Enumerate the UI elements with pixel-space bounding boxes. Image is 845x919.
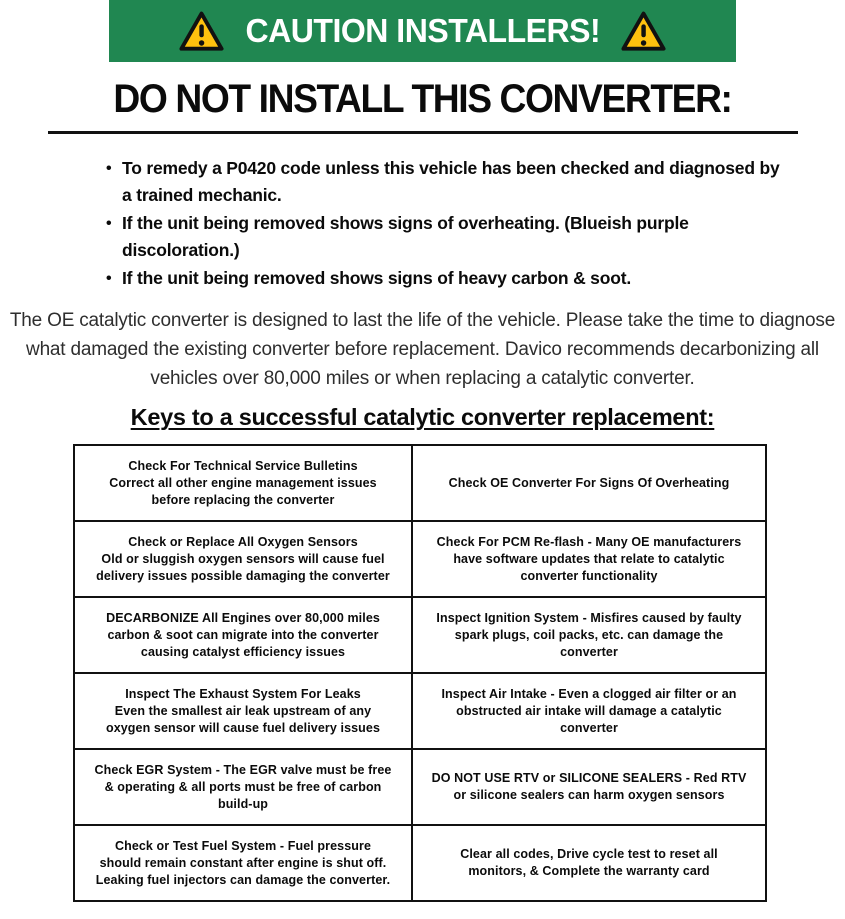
- tip-cell-egr-system: [74, 749, 412, 825]
- warning-item: • If the unit being removed shows signs of overheating. (Blueish purple discoloration.): [122, 210, 787, 265]
- tip-cell-clear-codes: [412, 825, 766, 901]
- keys-heading: Keys to a successful catalytic converter replacement:: [130, 404, 715, 431]
- tip-cell-fuel-system: [74, 825, 412, 901]
- table-row: [74, 521, 766, 597]
- divider-line: [48, 131, 798, 134]
- cell-line: DO NOT USE RTV or SILICONE SEALERS - Red RTV or silicone sealers can harm oxygen sensors: [431, 771, 747, 803]
- cell-line: Correct all other engine management issues before replacing the converter: [109, 475, 377, 507]
- tips-table: [73, 444, 767, 902]
- warning-triangle-icon: [620, 10, 667, 53]
- tip-cell-rtv-sealers: [412, 749, 766, 825]
- page-title: DO NOT INSTALL THIS CONVERTER:: [113, 77, 732, 121]
- table-row: [74, 673, 766, 749]
- table-row: [74, 825, 766, 901]
- cell-line: Even the smallest air leak upstream of any oxygen sensor will cause fuel delivery issues: [105, 703, 381, 735]
- cell-line: DECARBONIZE All Engines over 80,000 miles carbon & soot can migrate into the converter causing catalyst efficiency issues: [106, 610, 380, 659]
- cell-line: Check or Test Fuel System - Fuel pressure should remain constant after engine is shut off. Leaking fuel injectors can damage the converter.: [95, 838, 391, 887]
- table-row: [74, 749, 766, 825]
- cell-line: Inspect Ignition System - Misfires caused by faulty spark plugs, coil packs, etc. can damage the converter: [436, 610, 742, 659]
- cell-line: Old or sluggish oxygen sensors will cause fuel delivery issues possible damaging the converter: [96, 551, 390, 583]
- tip-cell-exhaust-leaks: [74, 673, 412, 749]
- advisory-paragraph: The OE catalytic converter is designed to last the life of the vehicle. Please take the time to diagnose what damaged the existing converter before replacement. Davico recommends decarbonizing all vehicles over 80,000 miles or when replacing a catalytic converter.: [9, 310, 836, 390]
- cell-line: Check EGR System - The EGR valve must be free & operating & all ports must be free of carbon build-up: [94, 762, 392, 811]
- tip-cell-decarbonize: [74, 597, 412, 673]
- table-row: [74, 597, 766, 673]
- cell-line: Check or Replace All Oxygen Sensors: [128, 534, 358, 549]
- tip-cell-pcm-reflash: [412, 521, 766, 597]
- warning-item: • If the unit being removed shows signs of heavy carbon & soot.: [122, 265, 787, 292]
- cell-line: Clear all codes, Drive cycle test to reset all monitors, & Complete the warranty card: [460, 847, 718, 879]
- tip-cell-oe-overheating: [412, 445, 766, 521]
- banner-title: CAUTION INSTALLERS!: [245, 12, 600, 49]
- table-row: [74, 445, 766, 521]
- tip-cell-air-intake: [412, 673, 766, 749]
- tip-cell-tsb: [74, 445, 412, 521]
- warning-triangle-icon: [178, 10, 225, 53]
- caution-banner: [109, 0, 736, 62]
- warning-item: • To remedy a P0420 code unless this vehicle has been checked and diagnosed by a trained mechanic.: [122, 155, 787, 210]
- tip-cell-ignition-system: [412, 597, 766, 673]
- tip-cell-oxygen-sensors: [74, 521, 412, 597]
- warning-list: [122, 155, 787, 292]
- cell-line: Inspect The Exhaust System For Leaks: [125, 686, 361, 701]
- cell-line: Inspect Air Intake - Even a clogged air filter or an obstructed air intake will damage a catalytic converter: [441, 686, 737, 735]
- cell-line: Check For Technical Service Bulletins: [128, 458, 358, 473]
- cell-line: Check For PCM Re-flash - Many OE manufacturers have software updates that relate to catalytic converter functionality: [436, 534, 742, 583]
- cell-line: Check OE Converter For Signs Of Overheating: [448, 475, 730, 490]
